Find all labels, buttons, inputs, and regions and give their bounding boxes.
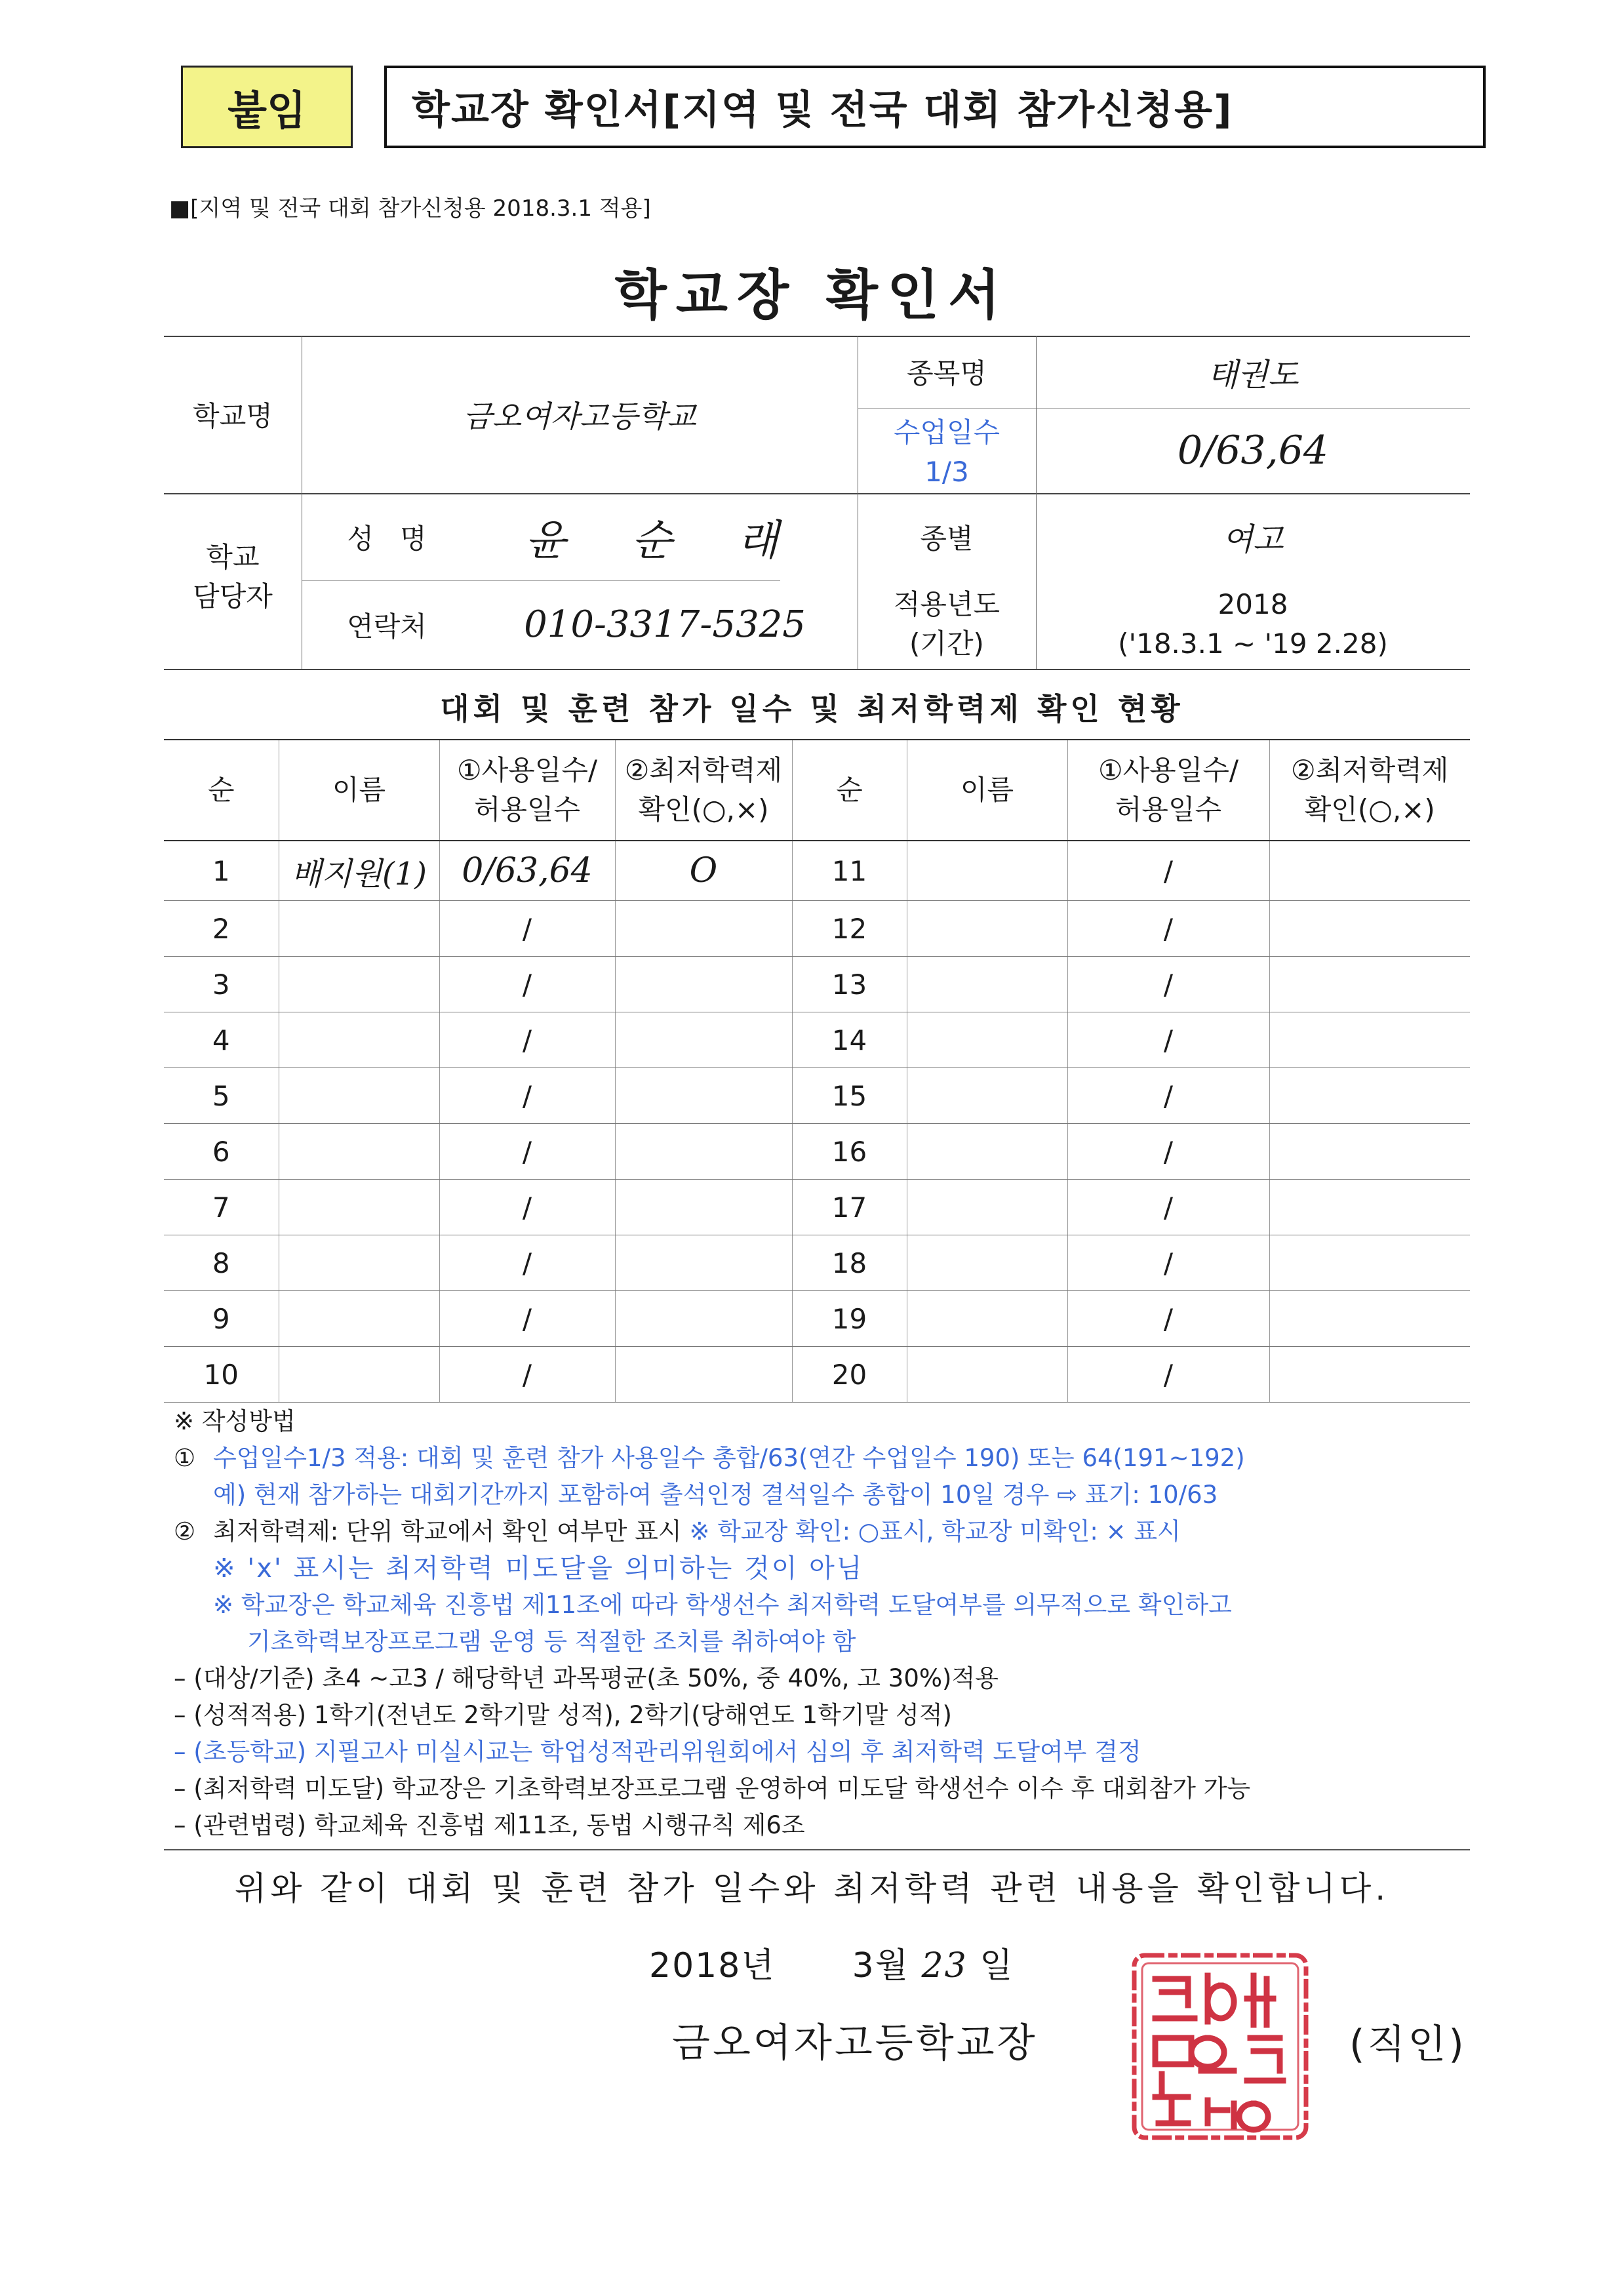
table-row [164,1291,1470,1347]
manager-name-value: 윤 순 래 [525,516,805,565]
row-number-cell: 11 [792,841,907,901]
date-day: 23 [921,1946,968,1986]
row-used-days-cell: / [439,1347,615,1403]
row-used-days-cell: / [1067,1180,1269,1235]
school-name-label: 학교명 [193,400,273,432]
row-used-days-cell: / [439,901,615,957]
event-label: 종목명 [907,357,987,389]
row-min-grade-check-cell [615,1012,792,1068]
row-student-name-cell [907,1347,1067,1403]
table-row [164,1180,1470,1235]
row-used-days-cell: / [439,1180,615,1235]
table-row [164,1012,1470,1068]
row-used-days-cell: / [1067,957,1269,1012]
category-label: 종별 [920,522,974,555]
table-row [164,1235,1470,1291]
row-student-name-cell [907,1124,1067,1180]
table-row [164,1124,1470,1180]
row-used-days-cell: / [1067,1068,1269,1124]
class-days-label [858,413,1036,492]
row-min-grade-check-cell [1269,901,1470,957]
official-seal-label: (직인) [1349,2022,1467,2067]
row-student-name-cell [279,1235,439,1291]
instruction-bullet-3: – (초등학교) 지필고사 미실시교는 학업성적관리위원회에서 심의 후 최저학력 도달여부 결정 [174,1738,1141,1766]
section-title: 대회 및 훈련 참가 일수 및 최저학력제 확인 현황 [440,691,1184,727]
row-number-cell: 17 [792,1180,907,1235]
row-number-cell: 12 [792,901,907,957]
row-used-days-cell: / [1067,1291,1269,1347]
instruction-item-1-line1: 수업일수1/3 적용: 대회 및 훈련 참가 사용일수 총합/63(연간 수업일수 190) 또는 64(191~192) [213,1444,1245,1472]
class-days-label-line1: 수업일수 [893,416,1000,449]
class-days-label-line2: 1/3 [924,456,969,488]
row-student-name-cell [907,1180,1067,1235]
row-number-cell: 18 [792,1235,907,1291]
row-number-cell: 8 [164,1235,279,1291]
row-min-grade-check-cell [1269,841,1470,901]
row-used-days-cell: / [439,1012,615,1068]
row-min-grade-check-cell [615,1235,792,1291]
manager-label [164,538,302,616]
participation-table [164,739,1470,1403]
row-min-grade-check-cell [1269,1124,1470,1180]
row-min-grade-check-cell [615,1347,792,1403]
row-number-cell: 16 [792,1124,907,1180]
instructions-bottom-border [164,1849,1470,1850]
attachment-badge: 붙임 [181,66,353,148]
row-used-days-cell: / [1067,1235,1269,1291]
row-used-days-cell: / [439,1068,615,1124]
row-student-name-cell [279,1347,439,1403]
date-year: 2018년 [649,1946,776,1986]
row-min-grade-check-cell [1269,1235,1470,1291]
row-used-days-cell: / [439,1124,615,1180]
row-min-grade-check-cell [615,1124,792,1180]
row-min-grade-check-cell [615,901,792,957]
instruction-note-principal-line2: 기초학력보장프로그램 운영 등 적절한 조치를 취하여야 함 [247,1627,856,1656]
row-student-name-cell [907,1291,1067,1347]
row-number-cell: 14 [792,1012,907,1068]
col-header-no: 순 [164,740,279,841]
row-student-name-cell [907,841,1067,901]
instruction-item-1 [174,1440,1485,1477]
row-number-cell: 5 [164,1068,279,1124]
instruction-item-2 [174,1513,1485,1550]
class-days-value: 0/63,64 [1177,428,1329,473]
official-seal [1122,1946,1319,2147]
category-value: 여고 [1222,521,1284,558]
row-min-grade-check-cell: O [615,841,792,901]
col-header-name: 이름 [279,740,439,841]
table-row [164,1347,1470,1403]
applied-year-label-line2: (기간) [909,628,984,660]
row-used-days-cell: / [439,1235,615,1291]
row-number-cell: 10 [164,1347,279,1403]
applied-year-value-line1: 2018 [1218,588,1288,620]
instruction-item-2-note: ※ 학교장 확인: ○표시, 학교장 미확인: × 표시 [689,1517,1181,1546]
col-header-days: ①사용일수/ 허용일수 [439,740,615,841]
row-number-cell: 20 [792,1347,907,1403]
instruction-item-2-num: ② [174,1517,196,1546]
row-number-cell: 7 [164,1180,279,1235]
row-min-grade-check-cell [615,1068,792,1124]
row-number-cell: 19 [792,1291,907,1347]
instruction-item-1-num: ① [174,1444,196,1472]
row-number-cell: 1 [164,841,279,901]
row-student-name-cell [279,1124,439,1180]
instructions-heading: ※ 작성방법 [174,1407,296,1435]
row-student-name-cell [907,1068,1067,1124]
confirmation-statement: 위와 같이 대회 및 훈련 참가 일수와 최저학력 관련 내용을 확인합니다. [234,1869,1390,1907]
confirmation-date [649,1938,1014,1987]
col-header-no: 순 [792,740,907,841]
contact-value: 010-3317-5325 [524,603,806,646]
row-min-grade-check-cell [1269,1068,1470,1124]
row-student-name-cell [907,957,1067,1012]
contact-label: 연락처 [347,610,427,643]
row-student-name-cell [279,957,439,1012]
principal-name: 금오여자고등학교장 [672,2020,1038,2066]
instruction-bullet-1: – (대상/기준) 초4 ~고3 / 해당학년 과목평균(초 50%, 중 40%, 고 30%)적용 [174,1664,999,1692]
instruction-bullet-4: – (최저학력 미도달) 학교장은 기초학력보장프로그램 운영하여 미도달 학생선수 이수 후 대회참가 가능 [174,1774,1251,1803]
row-used-days-cell: / [1067,901,1269,957]
row-min-grade-check-cell [615,1180,792,1235]
row-number-cell: 15 [792,1068,907,1124]
table-row [164,841,1470,901]
row-used-days-cell: / [1067,841,1269,901]
row-number-cell: 9 [164,1291,279,1347]
row-used-days-cell: / [1067,1012,1269,1068]
col-header-min-grade: ②최저학력제 확인(○,×) [1269,740,1470,841]
school-name-value: 금오여자고등학교 [463,399,696,434]
row-number-cell: 13 [792,957,907,1012]
table-row [164,1068,1470,1124]
row-used-days-cell: 0/63,64 [439,841,615,901]
row-min-grade-check-cell [1269,1291,1470,1347]
event-value: 태권도 [1207,356,1299,393]
application-note: ■[지역 및 전국 대회 참가신청용 2018.3.1 적용] [169,195,651,222]
row-used-days-cell: / [439,1291,615,1347]
applied-year-value [1036,585,1470,664]
row-used-days-cell: / [1067,1347,1269,1403]
instruction-bullet-2: – (성적적용) 1학기(전년도 2학기말 성적), 2학기(당해연도 1학기말 성적) [174,1701,952,1729]
date-day-unit: 일 [980,1946,1014,1986]
row-number-cell: 2 [164,901,279,957]
manager-label-line2: 담당자 [193,580,273,612]
row-student-name-cell [279,1291,439,1347]
row-min-grade-check-cell [1269,1180,1470,1235]
instruction-item-1-line2: 예) 현재 참가하는 대회기간까지 포함하여 출석인정 결석일수 총합이 10일 경우 ⇨ 표기: 10/63 [213,1481,1218,1509]
page-title: 학교장 확인서 [614,264,1010,327]
instruction-note-x: ※ 'x' 표시는 최저학력 미도달을 의미하는 것이 아님 [213,1553,864,1584]
row-student-name-cell [279,901,439,957]
row-student-name-cell [279,1180,439,1235]
date-month: 3월 [852,1946,909,1986]
row-student-name-cell [907,1235,1067,1291]
row-min-grade-check-cell [1269,1012,1470,1068]
row-number-cell: 4 [164,1012,279,1068]
row-min-grade-check-cell [615,1291,792,1347]
instruction-item-2-lead: 최저학력제: 단위 학교에서 확인 여부만 표시 [213,1517,690,1546]
applied-year-label [858,585,1036,664]
table-row [164,957,1470,1012]
instruction-note-principal-line1: ※ 학교장은 학교체육 진흥법 제11조에 따라 학생선수 최저학력 도달여부를 의무적으로 확인하고 [213,1591,1232,1619]
manager-label-line1: 학교 [206,541,260,573]
info-divider [164,669,1470,670]
instructions [174,1403,1485,1844]
col-header-days: ①사용일수/ 허용일수 [1067,740,1269,841]
applied-year-label-line1: 적용년도 [893,588,1000,620]
row-min-grade-check-cell [1269,957,1470,1012]
manager-name-label: 성 명 [347,522,427,555]
row-number-cell: 3 [164,957,279,1012]
row-student-name-cell: 배지원(1) [279,841,439,901]
row-min-grade-check-cell [615,957,792,1012]
col-header-min-grade: ②최저학력제 확인(○,×) [615,740,792,841]
row-used-days-cell: / [1067,1124,1269,1180]
col-header-name: 이름 [907,740,1067,841]
applied-year-value-line2: ('18.3.1 ~ '19 2.28) [1118,628,1388,660]
row-used-days-cell: / [439,957,615,1012]
row-student-name-cell [907,901,1067,957]
row-student-name-cell [279,1068,439,1124]
row-student-name-cell [907,1012,1067,1068]
document-header-title: 학교장 확인서[지역 및 전국 대회 참가신청용] [384,66,1486,148]
row-student-name-cell [279,1012,439,1068]
row-number-cell: 6 [164,1124,279,1180]
table-row [164,901,1470,957]
row-min-grade-check-cell [1269,1347,1470,1403]
instruction-bullet-5: – (관련법령) 학교체육 진흥법 제11조, 동법 시행규칙 제6조 [174,1811,805,1839]
